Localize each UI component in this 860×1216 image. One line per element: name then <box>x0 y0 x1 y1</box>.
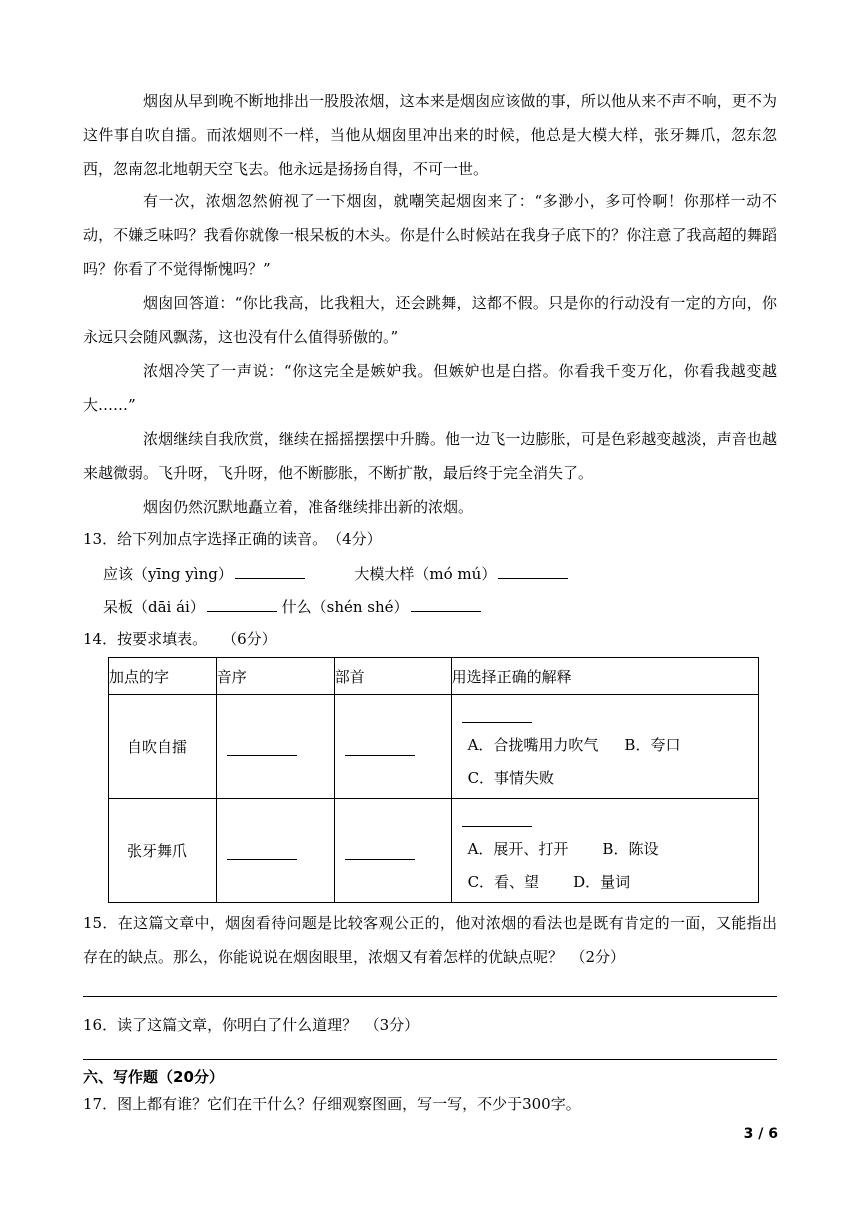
row1-option-a: A．合拢嘴用力吹气 <box>467 736 599 754</box>
row2-option-d: D．量词 <box>573 873 631 891</box>
story-paragraph-1: 烟囱从早到晚不断地排出一股股浓烟，这本来是烟囱应该做的事，所以他从来不声不响，更不为这件事自吹自擂。而浓烟则不一样，当他从烟囱里冲出来的时候，他总是大模大样，张牙舞爪，忽东忽西，忽南忽北地朝天空飞去。他永远是扬扬自得，不可一世。 <box>83 92 777 178</box>
q13-blank-c[interactable] <box>207 597 277 612</box>
row2-word: 张牙舞爪 <box>109 799 217 903</box>
q13-blank-a[interactable] <box>235 564 305 579</box>
row1-letter-cell <box>216 695 334 799</box>
q16-answer-line[interactable] <box>83 1059 777 1060</box>
question-14-title: 14．按要求填表。 （6分） <box>83 630 277 648</box>
row1-options-ab <box>452 729 758 762</box>
row2-meaning-cell <box>451 799 758 903</box>
header-meaning: 用选择正确的解释 <box>451 658 758 695</box>
q13-item-d: 什么（shén shé） <box>281 598 409 616</box>
table-row <box>109 799 759 903</box>
question-16-text: 16．读了这篇文章，你明白了什么道理？ （3分） <box>83 1016 420 1034</box>
row1-word: 自吹自擂 <box>109 695 217 799</box>
row1-options-c <box>452 762 758 795</box>
row2-options-cd <box>452 866 758 899</box>
q13-blank-d[interactable] <box>411 597 481 612</box>
question-14-table <box>108 657 759 903</box>
table-row <box>109 695 759 799</box>
row2-option-a: A．展开、打开 <box>467 840 569 858</box>
q13-item-b: 大模大样（mó mú） <box>354 565 497 583</box>
question-13-row-2 <box>103 596 481 618</box>
row2-options-ab <box>452 833 758 866</box>
table-header-row <box>109 658 759 695</box>
page-number: 3 / 6 <box>743 1126 778 1142</box>
question-13-title: 13．给下列加点字选择正确的读音。 （4分） <box>83 530 382 548</box>
story-paragraph-4: 浓烟冷笑了一声说：“你这完全是嫉妒我。但嫉妒也是白搭。你看我千变万化，你看我越变越大……” <box>83 362 777 414</box>
row2-radical-cell <box>334 799 451 903</box>
question-15-text: 15．在这篇文章中，烟囱看待问题是比较客观公正的，他对浓烟的看法也是既有肯定的一面，又能指出存在的缺点。那么，你能说说在烟囱眼里，浓烟又有着怎样的优缺点呢？ （2分） <box>83 914 777 966</box>
header-letter-order: 音序 <box>216 658 334 695</box>
row1-option-b: B．夸口 <box>624 736 681 754</box>
row1-letter-blank[interactable] <box>227 737 297 756</box>
row1-meaning-blank[interactable] <box>462 704 532 723</box>
row2-letter-cell <box>216 799 334 903</box>
row1-option-c: C．事情失败 <box>467 769 555 787</box>
q15-answer-line[interactable] <box>83 996 777 997</box>
question-13-row-1 <box>103 563 568 585</box>
story-paragraph-6: 烟囱仍然沉默地矗立着，准备继续排出新的浓烟。 <box>143 498 474 516</box>
row1-meaning-cell <box>451 695 758 799</box>
story-paragraph-2: 有一次，浓烟忽然俯视了一下烟囱，就嘲笑起烟囱来了：“多渺小，多可怜啊！你那样一动不动，不嫌乏味吗？我看你就像一根呆板的木头。你是什么时候站在我身子底下的？你注意了我高超的舞蹈吗？你看了不觉得惭愧吗？” <box>83 192 777 278</box>
q13-item-a: 应该（yīng yìng） <box>103 565 233 583</box>
header-word: 加点的字 <box>109 658 217 695</box>
header-radical: 部首 <box>334 658 451 695</box>
row2-radical-blank[interactable] <box>345 841 415 860</box>
row2-option-c: C．看、望 <box>467 873 540 891</box>
row2-letter-blank[interactable] <box>227 841 297 860</box>
q13-blank-b[interactable] <box>498 564 568 579</box>
row1-radical-cell <box>334 695 451 799</box>
row1-radical-blank[interactable] <box>345 737 415 756</box>
section-6-title: 六、写作题（20分） <box>83 1068 224 1086</box>
story-paragraph-5: 浓烟继续自我欣赏，继续在摇摇摆摆中升腾。他一边飞一边膨胀，可是色彩越变越淡，声音也越来越微弱。飞升呀，飞升呀，他不断膨胀，不断扩散，最后终于完全消失了。 <box>83 430 777 482</box>
question-17-text: 17．图上都有谁？它们在干什么？仔细观察图画，写一写，不少于300字。 <box>83 1095 581 1113</box>
q13-item-c: 呆板（dāi ái） <box>103 598 205 616</box>
story-paragraph-3: 烟囱回答道：“你比我高，比我粗大，还会跳舞，这都不假。只是你的行动没有一定的方向，你永远只会随风飘荡，这也没有什么值得骄傲的。” <box>83 294 777 346</box>
row2-option-b: B．陈设 <box>602 840 659 858</box>
row2-meaning-blank[interactable] <box>462 808 532 827</box>
